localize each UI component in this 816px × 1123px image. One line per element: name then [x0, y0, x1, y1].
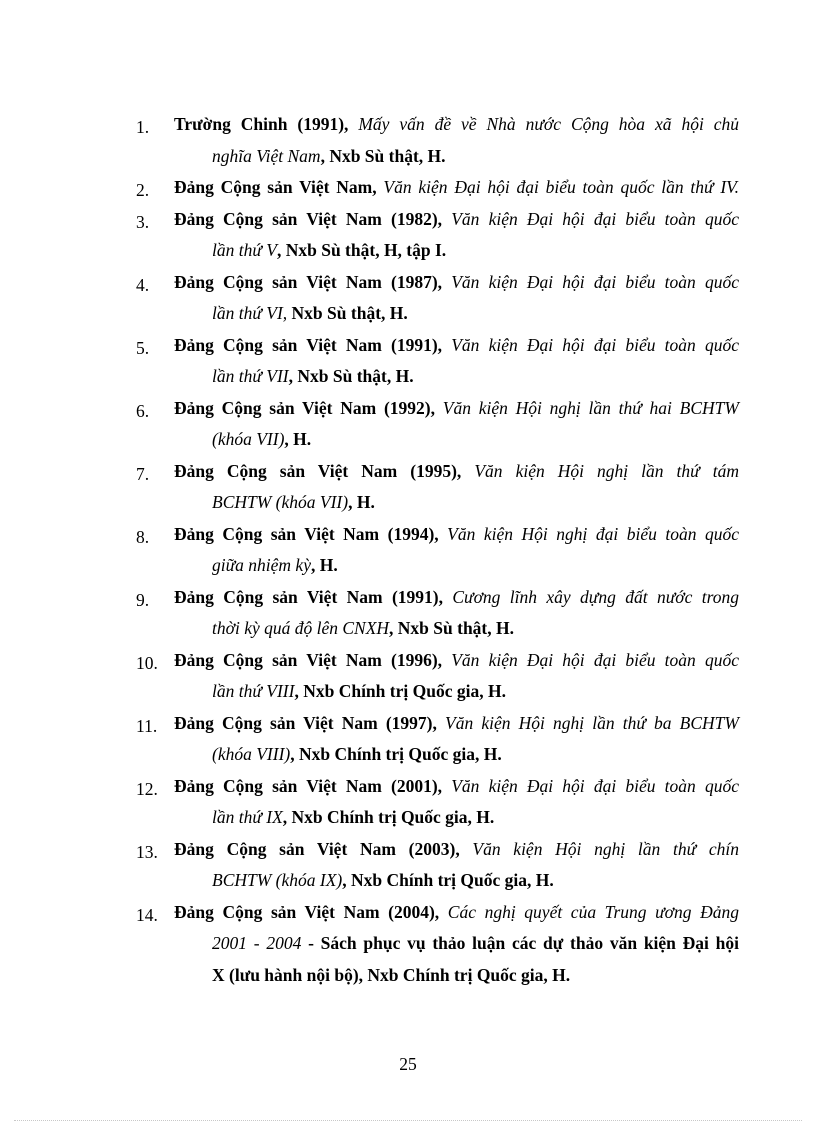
reference-title-text: Văn kiện Đại hội đại biểu toàn quốc	[451, 775, 739, 796]
reference-title-text: Cương lĩnh xây dựng đất nước trong	[452, 586, 739, 607]
reference-plain-text: Đảng Cộng sản Việt Nam (2004),	[174, 901, 448, 922]
reference-number: 7.	[136, 463, 150, 484]
reference-title-text: Văn kiện Đại hội đại biểu toàn quốc	[451, 334, 739, 355]
reference-text	[174, 897, 739, 992]
reference-number: 11.	[136, 715, 158, 736]
reference-line	[174, 298, 739, 330]
reference-line	[174, 708, 739, 740]
reference-text	[174, 204, 739, 267]
reference-plain-text: , Nxb Chính trị Quốc gia, H.	[290, 744, 502, 764]
reference-text	[174, 330, 739, 393]
reference-title-text: Mấy vấn đề về Nhà nước Cộng hòa xã hội chủ	[358, 114, 740, 134]
reference-number: 13.	[136, 841, 158, 862]
reference-plain-text: Đảng Cộng sản Việt Nam (1996),	[174, 649, 452, 670]
reference-line	[174, 141, 739, 173]
reference-line	[174, 267, 739, 299]
reference-plain-text: Đảng Cộng sản Việt Nam (1992),	[174, 397, 443, 418]
reference-item	[0, 645, 816, 708]
reference-title-text: giữa nhiệm kỳ	[212, 555, 311, 575]
reference-plain-text: , Nxb Chính trị Quốc gia, H.	[342, 870, 554, 890]
reference-title-text: Văn kiện Đại hội đại biểu toàn quốc	[451, 208, 739, 229]
reference-text	[174, 393, 739, 456]
reference-item	[0, 771, 816, 834]
reference-line	[174, 393, 739, 425]
reference-text	[174, 708, 739, 771]
reference-number: 3.	[136, 211, 150, 232]
reference-item	[0, 109, 816, 172]
reference-plain-text: Đảng Cộng sản Việt Nam (1995),	[174, 460, 475, 481]
reference-number: 14.	[136, 904, 158, 925]
reference-plain-text: Đảng Cộng sản Việt Nam (2001),	[174, 775, 452, 796]
reference-title-text: Văn kiện Đại hội đại biểu toàn quốc	[451, 649, 739, 670]
reference-line	[174, 771, 739, 803]
reference-line	[174, 960, 739, 992]
reference-plain-text: , H.	[348, 492, 375, 512]
reference-item	[0, 204, 816, 267]
reference-number: 2.	[136, 180, 150, 200]
reference-plain-text: - Sách phục vụ thảo luận các dự thảo văn kiện Đại hội	[301, 933, 740, 953]
reference-title-text: Văn kiện Đại hội đại biểu toàn quốc lần thứ IV.	[383, 177, 739, 197]
reference-line	[174, 676, 739, 708]
reference-list	[0, 109, 816, 991]
reference-plain-text: , H.	[310, 555, 338, 575]
reference-title-text: Các nghị quyết của Trung ương Đảng	[447, 901, 739, 922]
reference-line	[174, 109, 739, 141]
reference-title-text: lần thứ VII	[212, 366, 289, 386]
reference-text	[174, 172, 739, 204]
reference-item	[0, 519, 816, 582]
reference-item	[0, 267, 816, 330]
reference-title-text: BCHTW (khóa VII)	[212, 492, 349, 512]
reference-line	[174, 172, 739, 204]
reference-title-text: Văn kiện Hội nghị lần thứ hai BCHTW	[442, 397, 739, 418]
reference-number: 12.	[136, 778, 158, 799]
reference-line	[174, 582, 739, 614]
reference-plain-text: Đảng Cộng sản Việt Nam (1991),	[174, 586, 453, 607]
reference-item	[0, 834, 816, 897]
reference-number: 1.	[136, 117, 150, 137]
reference-line	[174, 897, 739, 929]
reference-plain-text: Đảng Cộng sản Việt Nam,	[174, 177, 384, 197]
reference-number: 5.	[136, 337, 150, 358]
reference-line	[174, 739, 739, 771]
reference-line	[174, 802, 739, 834]
reference-item	[0, 330, 816, 393]
reference-title-text: nghĩa Việt Nam	[212, 145, 321, 166]
reference-item	[0, 897, 816, 992]
reference-line	[174, 204, 739, 236]
reference-text	[174, 771, 739, 834]
reference-plain-text: , Nxb Sù thật, H.	[288, 366, 414, 386]
reference-plain-text: , Nxb Sù thật, H, tập I.	[276, 240, 447, 260]
reference-number: 6.	[136, 400, 150, 421]
reference-title-text: lần thứ IX	[212, 807, 283, 827]
reference-title-text: Văn kiện Hội nghị lần thứ ba BCHTW	[445, 712, 739, 733]
reference-item	[0, 172, 816, 204]
reference-title-text: Văn kiện Đại hội đại biểu toàn quốc	[451, 271, 739, 292]
reference-line	[174, 330, 739, 362]
reference-line	[174, 487, 739, 519]
reference-text	[174, 645, 739, 708]
reference-title-text: thời kỳ quá độ lên CNXH	[212, 618, 390, 638]
reference-plain-text: X (lưu hành nội bộ), Nxb Chính trị Quốc gia, H.	[212, 964, 571, 985]
reference-title-text: Văn kiện Hội nghị lần thứ chín	[472, 838, 739, 859]
reference-line	[174, 424, 739, 456]
reference-plain-text: Nxb Sù thật, H.	[287, 303, 408, 323]
reference-plain-text: Trường Chinh (1991),	[174, 114, 359, 134]
reference-item	[0, 456, 816, 519]
reference-plain-text: , Nxb Sù thật, H.	[320, 145, 446, 166]
reference-title-text: (khóa VIII)	[212, 744, 291, 764]
reference-title-text: lần thứ VIII	[212, 681, 295, 701]
reference-line	[174, 834, 739, 866]
reference-plain-text: , Nxb Chính trị Quốc gia, H.	[294, 681, 506, 701]
reference-line	[174, 928, 739, 960]
reference-item	[0, 393, 816, 456]
reference-text	[174, 267, 739, 330]
reference-text	[174, 456, 739, 519]
reference-line	[174, 235, 739, 267]
page-number: 25	[399, 1054, 417, 1074]
reference-line	[174, 865, 739, 897]
reference-plain-text: Đảng Cộng sản Việt Nam (1994),	[174, 523, 448, 544]
reference-text	[174, 582, 739, 645]
reference-number: 10.	[136, 652, 158, 673]
reference-line	[174, 550, 739, 582]
reference-title-text: BCHTW (khóa IX)	[212, 870, 343, 890]
reference-plain-text: , H.	[284, 429, 312, 449]
reference-item	[0, 582, 816, 645]
reference-plain-text: Đảng Cộng sản Việt Nam (1997),	[174, 712, 445, 733]
reference-plain-text: Đảng Cộng sản Việt Nam (2003),	[174, 838, 473, 859]
reference-line	[174, 613, 739, 645]
reference-text	[174, 834, 739, 897]
reference-title-text: Văn kiện Hội nghị đại biểu toàn quốc	[447, 523, 739, 544]
reference-plain-text: Đảng Cộng sản Việt Nam (1987),	[174, 271, 452, 292]
reference-number: 8.	[136, 526, 150, 547]
reference-text	[174, 519, 739, 582]
reference-title-text: lần thứ VI,	[212, 303, 288, 323]
reference-plain-text: , Nxb Sù thật, H.	[389, 618, 514, 638]
reference-item	[0, 708, 816, 771]
reference-plain-text: Đảng Cộng sản Việt Nam (1991),	[174, 334, 452, 355]
reference-line	[174, 361, 739, 393]
reference-number: 4.	[136, 274, 150, 295]
reference-text	[174, 109, 739, 172]
reference-title-text: (khóa VII)	[212, 429, 285, 449]
page-bottom-border	[14, 1120, 802, 1121]
reference-plain-text: Đảng Cộng sản Việt Nam (1982),	[174, 208, 452, 229]
reference-title-text: lần thứ V	[212, 240, 277, 260]
reference-title-text: Văn kiện Hội nghị lần thứ tám	[474, 460, 739, 481]
reference-line	[174, 456, 739, 488]
reference-line	[174, 519, 739, 551]
reference-title-text: 2001 - 2004	[212, 933, 302, 953]
reference-number: 9.	[136, 589, 150, 610]
reference-line	[174, 645, 739, 677]
reference-plain-text: , Nxb Chính trị Quốc gia, H.	[282, 807, 495, 827]
